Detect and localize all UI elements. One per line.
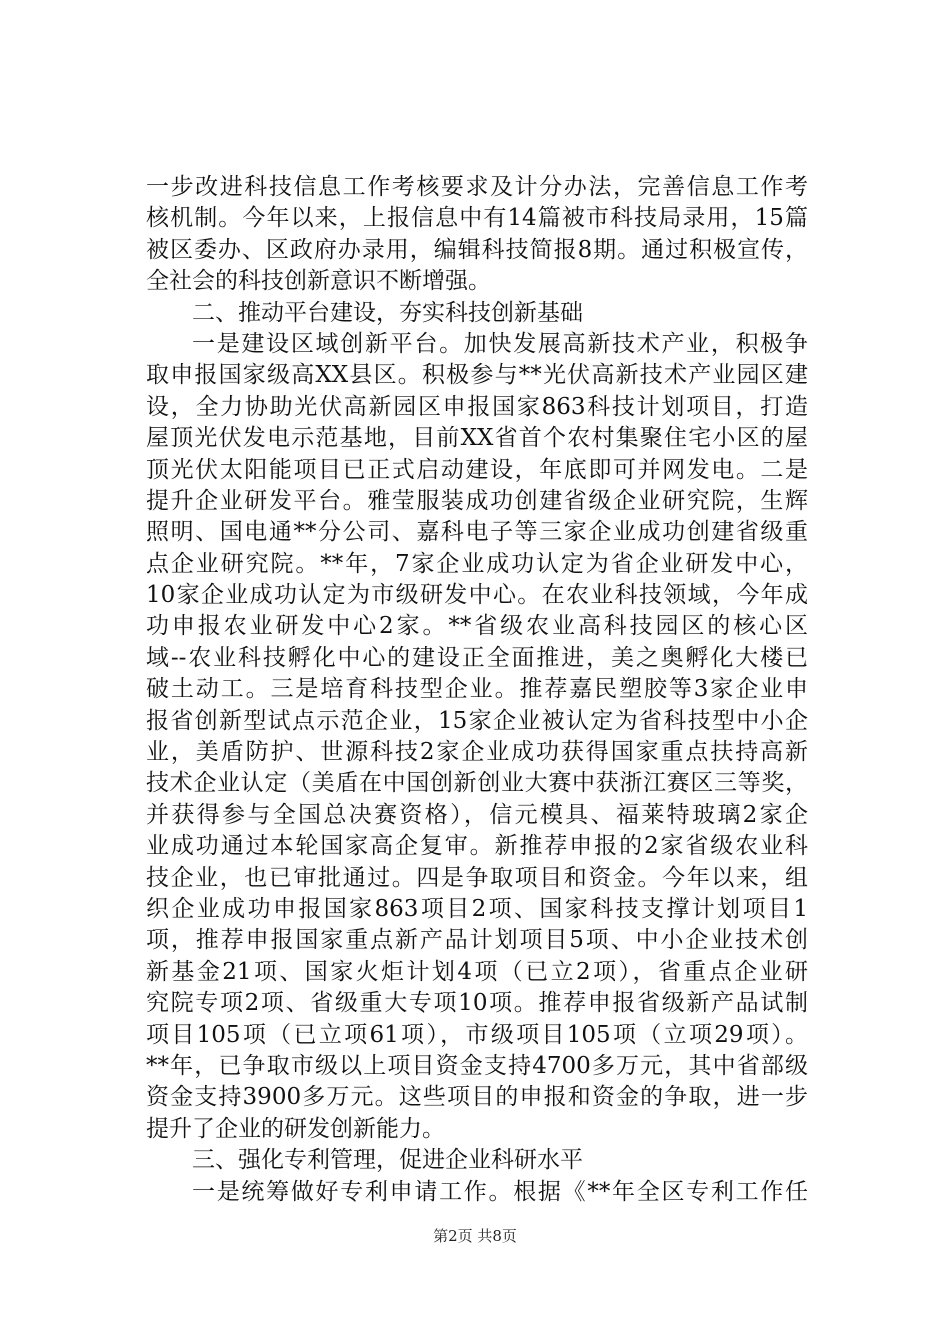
text-line: 点企业研究院。**年，7家企业成功认定为省企业研发中心， — [146, 550, 808, 577]
text-line: 域--农业科技孵化中心的建设正全面推进，美之奥孵化大楼已 — [146, 644, 808, 671]
text-line: 资金支持3900多万元。这些项目的申报和资金的争取，进一步 — [146, 1084, 808, 1111]
text-line: 功申报农业研发中心2家。**省级农业高科技园区的核心区 — [146, 613, 808, 640]
text-line: **年，已争取市级以上项目资金支持4700多万元，其中省部级 — [146, 1052, 808, 1079]
text-line: 业成功通过本轮国家高企复审。新推荐申报的2家省级农业科 — [146, 833, 808, 860]
text-line: 业，美盾防护、世源科技2家企业成功获得国家重点扶持高新 — [146, 739, 808, 766]
text-line: 全社会的科技创新意识不断增强。 — [146, 268, 491, 295]
text-line: 照明、国电通**分公司、嘉科电子等三家企业成功创建省级重 — [146, 519, 808, 546]
text-line: 三、强化专利管理，促进企业科研水平 — [192, 1147, 583, 1174]
text-line: 技术企业认定（美盾在中国创新创业大赛中获浙江赛区三等奖， — [146, 770, 808, 797]
document-body — [146, 172, 808, 1208]
text-line: 新基金21项、国家火炬计划4项（已立2项），省重点企业研 — [146, 958, 808, 985]
text-line: 报省创新型试点示范企业，15家企业被认定为省科技型中小企 — [146, 707, 808, 734]
text-line: 设，全力协助光伏高新园区申报国家863科技计划项目，打造 — [146, 393, 808, 420]
text-line: 提升企业研发平台。雅莹服装成功创建省级企业研究院，生辉 — [146, 487, 808, 514]
text-line: 顶光伏太阳能项目已正式启动建设，年底即可并网发电。二是 — [146, 456, 808, 483]
text-line: 屋顶光伏发电示范基地，目前XX省首个农村集聚住宅小区的屋 — [146, 425, 808, 452]
text-line: 究院专项2项、省级重大专项10项。推荐申报省级新产品试制 — [146, 990, 808, 1017]
text-line: 破土动工。三是培育科技型企业。推荐嘉民塑胶等3家企业申 — [146, 676, 808, 703]
text-line: 一是建设区域创新平台。加快发展高新技术产业，积极争 — [192, 330, 808, 357]
text-line: 项，推荐申报国家重点新产品计划项目5项、中小企业技术创 — [146, 927, 808, 954]
text-line: 一是统筹做好专利申请工作。根据《**年全区专利工作任 — [192, 1178, 808, 1205]
text-line: 一步改进科技信息工作考核要求及计分办法，完善信息工作考 — [146, 174, 808, 200]
text-line: 提升了企业的研发创新能力。 — [146, 1115, 445, 1142]
text-line: 二、推动平台建设，夯实科技创新基础 — [192, 299, 583, 326]
text-line: 取申报国家级高XX县区。积极参与**光伏高新技术产业园区建 — [146, 362, 808, 389]
text-line: 被区委办、区政府办录用，编辑科技简报8期。通过积极宣传， — [146, 236, 808, 263]
text-line: 项目105项（已立项61项），市级项目105项（立项29项）。 — [146, 1021, 808, 1048]
text-line: 织企业成功申报国家863项目2项、国家科技支撑计划项目1 — [146, 895, 808, 922]
page-footer: 第2页 共8页 — [433, 1227, 517, 1245]
text-line: 核机制。今年以来，上报信息中有14篇被市科技局录用，15篇 — [146, 205, 808, 232]
text-line: 技企业，也已审批通过。四是争取项目和资金。今年以来，组 — [146, 864, 808, 891]
text-line: 并获得参与全国总决赛资格），信元模具、福莱特玻璃2家企 — [146, 801, 808, 828]
text-line: 10家企业成功认定为市级研发中心。在农业科技领域，今年成 — [146, 582, 808, 609]
